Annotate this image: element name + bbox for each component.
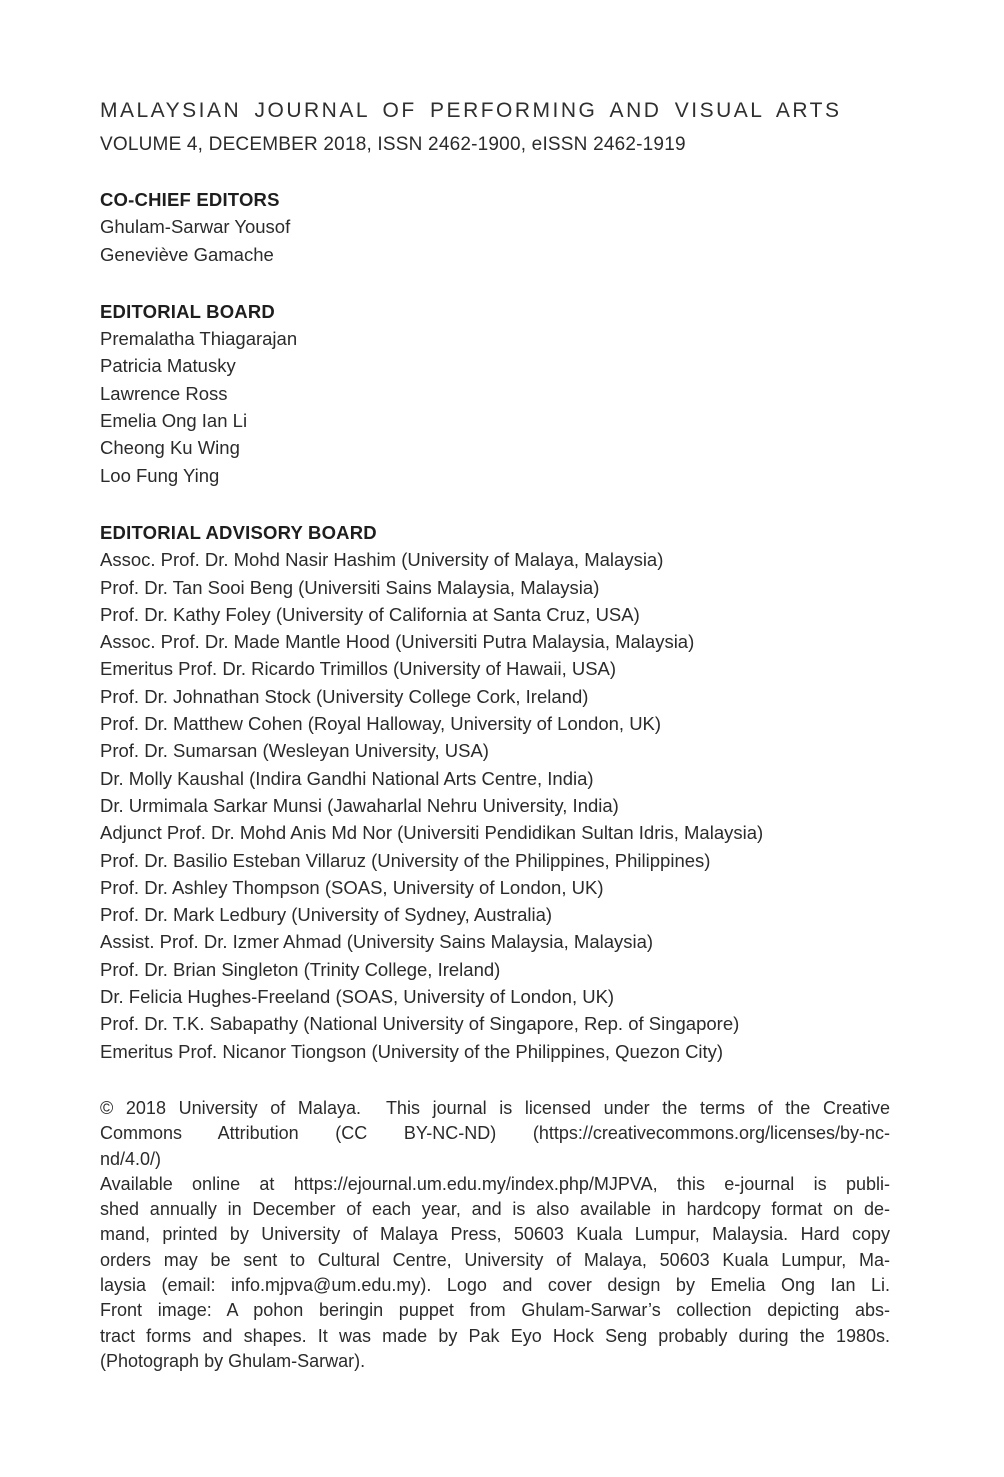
colophon-line: nd/4.0/) [100,1148,162,1169]
board-member-name: Emelia Ong Ian Li [100,410,248,432]
advisory-member-entry: Dr. Felicia Hughes-Freeland (SOAS, University of London, UK) [100,986,615,1008]
advisory-member-entry: Assist. Prof. Dr. Izmer Ahmad (University Sains Malaysia, Malaysia) [100,931,654,953]
editorial-board-heading: EDITORIAL BOARD [100,300,275,322]
colophon-line: Front image: A pohon beringin puppet from Ghulam-Sarwar’s collection depicting abs- [100,1300,890,1321]
advisory-member-entry: Dr. Urmimala Sarkar Munsi (Jawaharlal Nehru University, India) [100,794,619,816]
board-member-name: Premalatha Thiagarajan [100,328,298,350]
colophon-line: shed annually in December of each year, and is also available in hardcopy format on de- [100,1199,890,1220]
editor-name: Ghulam-Sarwar Yousof [100,216,291,238]
advisory-member-entry: Prof. Dr. Sumarsan (Wesleyan University, USA) [100,740,489,762]
journal-volume-issn-line: VOLUME 4, DECEMBER 2018, ISSN 2462-1900, eISSN 2462-1919 [100,134,686,155]
advisory-member-entry: Prof. Dr. Matthew Cohen (Royal Halloway, University of London, UK) [100,713,662,735]
co-chief-editors-list [100,213,900,268]
section-editorial-advisory-board [100,519,900,1065]
advisory-member-entry: Emeritus Prof. Nicanor Tiongson (University of the Philippines, Quezon City) [100,1040,724,1062]
advisory-member-entry: Prof. Dr. Ashley Thompson (SOAS, University of London, UK) [100,876,604,898]
editorial-board-list [100,325,900,489]
advisory-member-entry: Prof. Dr. Basilio Esteban Villaruz (University of the Philippines, Philippines) [100,849,711,871]
editor-name: Geneviève Gamache [100,243,274,265]
colophon-line: laysia (email: info.mjpva@um.edu.my). Logo and cover design by Emelia Ong Ian Li. [100,1274,890,1295]
advisory-member-entry: Prof. Dr. Kathy Foley (University of California at Santa Cruz, USA) [100,603,640,625]
masthead [100,99,900,156]
journal-title: MALAYSIAN JOURNAL OF PERFORMING AND VISUAL ARTS [100,99,842,122]
colophon-text [100,1096,890,1374]
board-member-name: Lawrence Ross [100,382,228,404]
advisory-member-entry: Emeritus Prof. Dr. Ricardo Trimillos (University of Hawaii, USA) [100,658,617,680]
advisory-member-entry: Dr. Molly Kaushal (Indira Gandhi National Arts Centre, India) [100,767,594,789]
board-member-name: Patricia Matusky [100,355,236,377]
advisory-member-entry: Prof. Dr. Johnathan Stock (University College Cork, Ireland) [100,685,589,707]
colophon-line: Available online at https://ejournal.um.edu.my/index.php/MJPVA, this e-journal is publi- [100,1173,890,1194]
co-chief-editors-heading: CO-CHIEF EDITORS [100,189,280,210]
colophon-line: orders may be sent to Cultural Centre, University of Malaya, 50603 Kuala Lumpur, Ma- [100,1249,890,1270]
advisory-member-entry: Prof. Dr. Brian Singleton (Trinity College, Ireland) [100,958,501,980]
section-editorial-board [100,298,900,489]
advisory-member-entry: Prof. Dr. Tan Sooi Beng (Universiti Sains Malaysia, Malaysia) [100,576,600,598]
board-member-name: Loo Fung Ying [100,464,220,486]
advisory-member-entry: Prof. Dr. Mark Ledbury (University of Sydney, Australia) [100,904,553,926]
colophon-line: © 2018 University of Malaya. This journal is licensed under the terms of the Creative [100,1097,890,1118]
editorial-advisory-board-heading: EDITORIAL ADVISORY BOARD [100,521,377,543]
colophon-line: (Photograph by Ghulam-Sarwar). [100,1350,366,1371]
section-co-chief-editors [100,186,900,268]
colophon-line: mand, printed by University of Malaya Press, 50603 Kuala Lumpur, Malaysia. Hard copy [100,1224,890,1245]
board-member-name: Cheong Ku Wing [100,437,240,459]
advisory-member-entry: Prof. Dr. T.K. Sabapathy (National University of Singapore, Rep. of Singapore) [100,1013,740,1035]
colophon-line: tract forms and shapes. It was made by Pak Eyo Hock Seng probably during the 1980s. [100,1325,890,1346]
advisory-member-entry: Assoc. Prof. Dr. Made Mantle Hood (Universiti Putra Malaysia, Malaysia) [100,631,695,653]
advisory-member-entry: Adjunct Prof. Dr. Mohd Anis Md Nor (Universiti Pendidikan Sultan Idris, Malaysia) [100,822,764,844]
advisory-member-entry: Assoc. Prof. Dr. Mohd Nasir Hashim (University of Malaya, Malaysia) [100,549,664,571]
colophon-line: Commons Attribution (CC BY-NC-ND) (https://creativecommons.org/licenses/by-nc- [100,1123,890,1144]
editorial-advisory-board-list [100,546,900,1065]
